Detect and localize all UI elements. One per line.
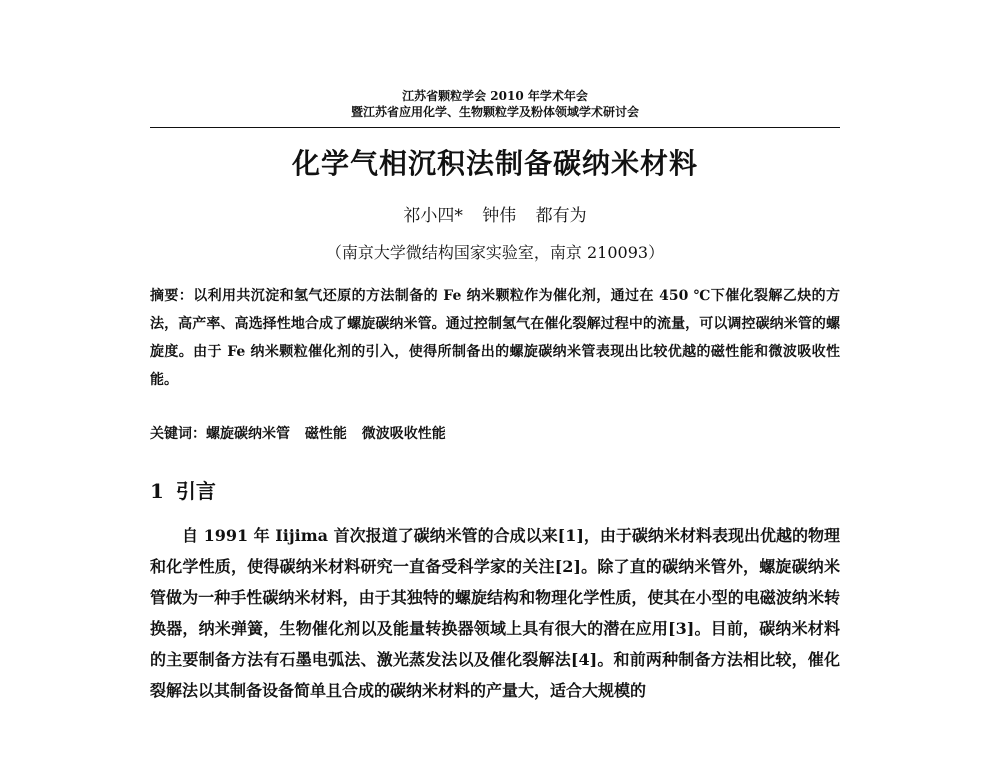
conference-header-line1: 江苏省颗粒学会 2010 年学术年会 <box>402 89 588 103</box>
abstract-text: 以利用共沉淀和氢气还原的方法制备的 Fe 纳米颗粒作为催化剂，通过在 450 ℃下催化裂解乙炔的方法，高产率、高选择性地合成了螺旋碳纳米管。通过控制氢气在催化裂解过程中的流量，可以调控碳纳米管的螺旋度。由于 Fe 纳米颗粒催化剂的引入，使得所制备出的螺旋碳纳米管表现出比较优越的磁性能和微波吸收性能。 <box>150 288 840 388</box>
keywords-label: 关键词： <box>150 426 206 442</box>
conference-header-line2: 暨江苏省应用化学、生物颗粒学及粉体领域学术研讨会 <box>350 105 639 119</box>
abstract <box>150 282 840 394</box>
author-list: 祁小四* 钟伟 都有为 <box>403 206 587 226</box>
conference-header <box>150 88 840 120</box>
body-paragraph: 自 1991 年 Iijima 首次报道了碳纳米管的合成以来[1]，由于碳纳米材料表现出优越的物理和化学性质，使得碳纳米材料研究一直备受科学家的关注[2]。除了直的碳纳米管外，螺旋碳纳米管做为一种手性碳纳米材料，由于其独特的螺旋结构和物理化学性质，使其在小型的电磁波纳米转换器，纳米弹簧，生物催化剂以及能量转换器领域上具有很大的潜在应用[3]。目前，碳纳米材料的主要制备方法有石墨电弧法、激光蒸发法以及催化裂解法[4]。和前两种制备方法相比较，催化裂解法以其制备设备简单且合成的碳纳米材料的产量大，适合大规模的 <box>150 526 840 700</box>
abstract-label: 摘要： <box>150 288 194 304</box>
paper-title: 化学气相沉积法制备碳纳米材料 <box>291 147 698 180</box>
keywords <box>150 422 840 446</box>
section-title: 引言 <box>175 479 216 503</box>
keywords-text: 螺旋碳纳米管 磁性能 微波吸收性能 <box>206 426 446 442</box>
section-heading <box>150 477 216 505</box>
affiliation: （南京大学微结构国家实验室，南京 210093） <box>325 243 665 262</box>
section-number: 1 <box>150 479 164 503</box>
header-rule <box>150 127 840 128</box>
